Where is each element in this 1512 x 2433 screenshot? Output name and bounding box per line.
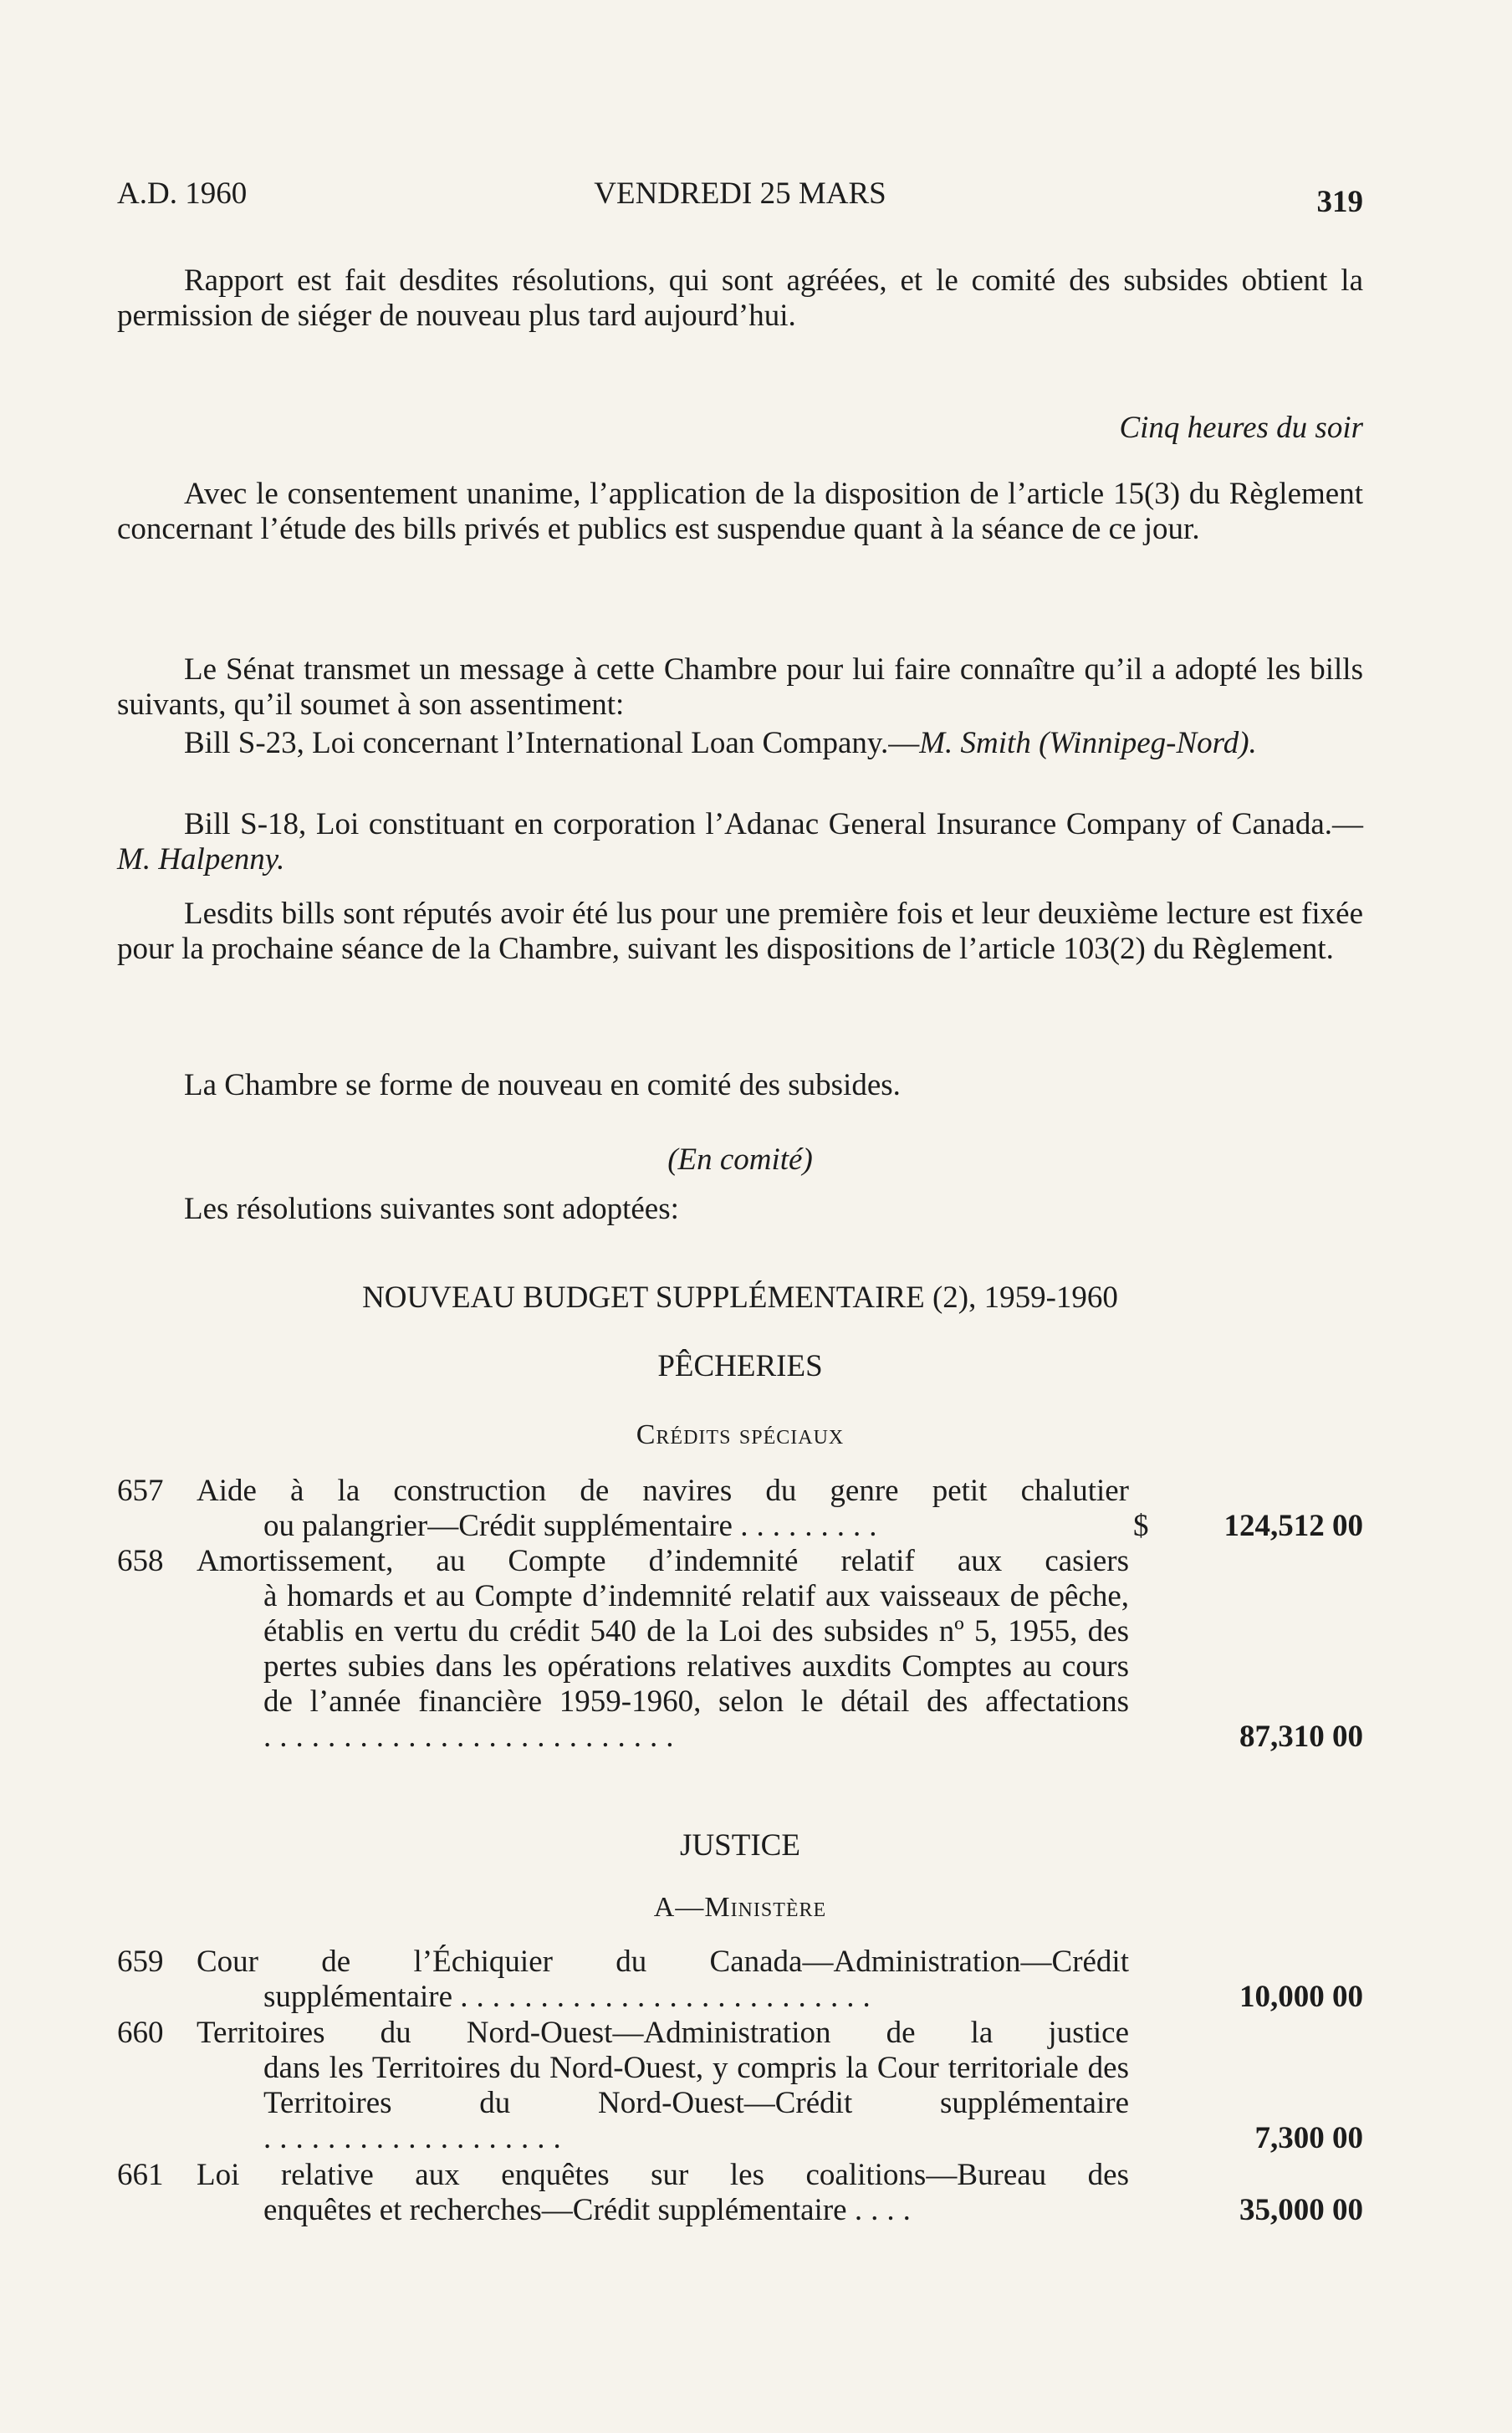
budget-item-660: [117, 2016, 1363, 2156]
item-continuation: dans les Territoires du Nord-Ouest, y compris la Cour territoriale des Territoires du Nord-Ouest—Crédit supplémentaire ...................: [263, 2051, 1129, 2155]
paragraph-committee: La Chambre se forme de nouveau en comité des subsides.: [184, 1068, 901, 1102]
item-number: 658: [117, 1544, 164, 1578]
item-amount: 35,000 00: [1239, 2193, 1363, 2227]
bill-s23: [117, 726, 1363, 761]
item-line: Aide à la construction de navires du genre petit chalutier: [197, 1474, 1129, 1508]
paragraph-resolutions: Les résolutions suivantes sont adoptées:: [184, 1192, 679, 1226]
budget-item-659: [117, 1945, 1363, 2015]
bill-s18-sponsor: M. Halpenny.: [117, 842, 285, 877]
item-number: 661: [117, 2158, 164, 2192]
date-heading: VENDREDI 25 MARS: [594, 176, 886, 211]
item-line: Territoires du Nord-Ouest—Administration de la justice: [197, 2016, 1129, 2050]
item-amount: 124,512 00: [1223, 1509, 1363, 1543]
item-continuation: ou palangrier—Crédit supplémentaire .........: [263, 1509, 886, 1543]
item-amount: 7,300 00: [1254, 2121, 1363, 2155]
budget-item-661: [117, 2158, 1363, 2228]
section-justice: JUSTICE: [680, 1828, 800, 1863]
subsection-ministry: A—Ministère: [653, 1892, 827, 1923]
item-line: Cour de l’Échiquier du Canada—Administration—Crédit: [197, 1945, 1129, 1979]
year-label: A.D. 1960: [117, 176, 248, 211]
paragraph-first-reading: Lesdits bills sont réputés avoir été lus pour une première fois et leur deuxième lecture est fixée pour la prochaine séance de la Chambre, suivant les dispositions de l’article 103(2) du Règlement.: [117, 897, 1363, 966]
item-number: 660: [117, 2016, 164, 2050]
bill-s18-text: Bill S-18, Loi constituant en corporation l’Adanac General Insurance Company of Canada.—: [184, 807, 1363, 841]
item-amount: 10,000 00: [1239, 1980, 1363, 2014]
item-continuation: à homards et au Compte d’indemnité relatif aux vaisseaux de pêche, établis en vertu du crédit 540 de la Loi des subsides nº 5, 1955, des pertes subies dans les opérations relatives auxdits Comptes au cours de l’année financière 1959-1960, selon le détail des affectations ..........................: [263, 1579, 1129, 1754]
bill-s18: [117, 807, 1363, 877]
page-number: 319: [1316, 185, 1363, 219]
budget-title: NOUVEAU BUDGET SUPPLÉMENTAIRE (2), 1959-1960: [362, 1280, 1118, 1315]
time-heading: Cinq heures du soir: [1119, 411, 1363, 445]
budget-item-657: [117, 1474, 1363, 1544]
item-line: Amortissement, au Compte d’indemnité relatif aux casiers: [197, 1544, 1129, 1578]
item-amount: 87,310 00: [1239, 1720, 1363, 1754]
item-continuation: supplémentaire ..........................: [263, 1980, 879, 2014]
subsection-special-credits: Crédits spéciaux: [636, 1419, 845, 1450]
item-line: Loi relative aux enquêtes sur les coalitions—Bureau des: [197, 2158, 1129, 2192]
paragraph-report: Rapport est fait desdites résolutions, qui sont agréées, et le comité des subsides obtient la permission de siéger de nouveau plus tard aujourd’hui.: [117, 263, 1363, 333]
bill-s23-text: Bill S-23, Loi concernant l’International Loan Company.—: [184, 726, 920, 760]
dollar-sign: $: [1133, 1509, 1149, 1543]
section-fisheries: PÊCHERIES: [657, 1349, 823, 1383]
item-number: 657: [117, 1474, 164, 1508]
page-header: [117, 176, 1363, 217]
paragraph-consent: Avec le consentement unanime, l’application de la disposition de l’article 15(3) du Règlement concernant l’étude des bills privés et publics est suspendue quant à la séance de ce jour.: [117, 477, 1363, 546]
in-committee-label: (En comité): [667, 1142, 813, 1177]
item-number: 659: [117, 1945, 164, 1979]
bill-s23-sponsor: M. Smith (Winnipeg-Nord).: [919, 726, 1257, 760]
paragraph-senate-message: Le Sénat transmet un message à cette Chambre pour lui faire connaître qu’il a adopté les bills suivants, qu’il soumet à son assentiment:: [117, 652, 1363, 722]
budget-item-658: [117, 1544, 1363, 1755]
item-continuation: enquêtes et recherches—Crédit supplémentaire ....: [263, 2193, 919, 2227]
